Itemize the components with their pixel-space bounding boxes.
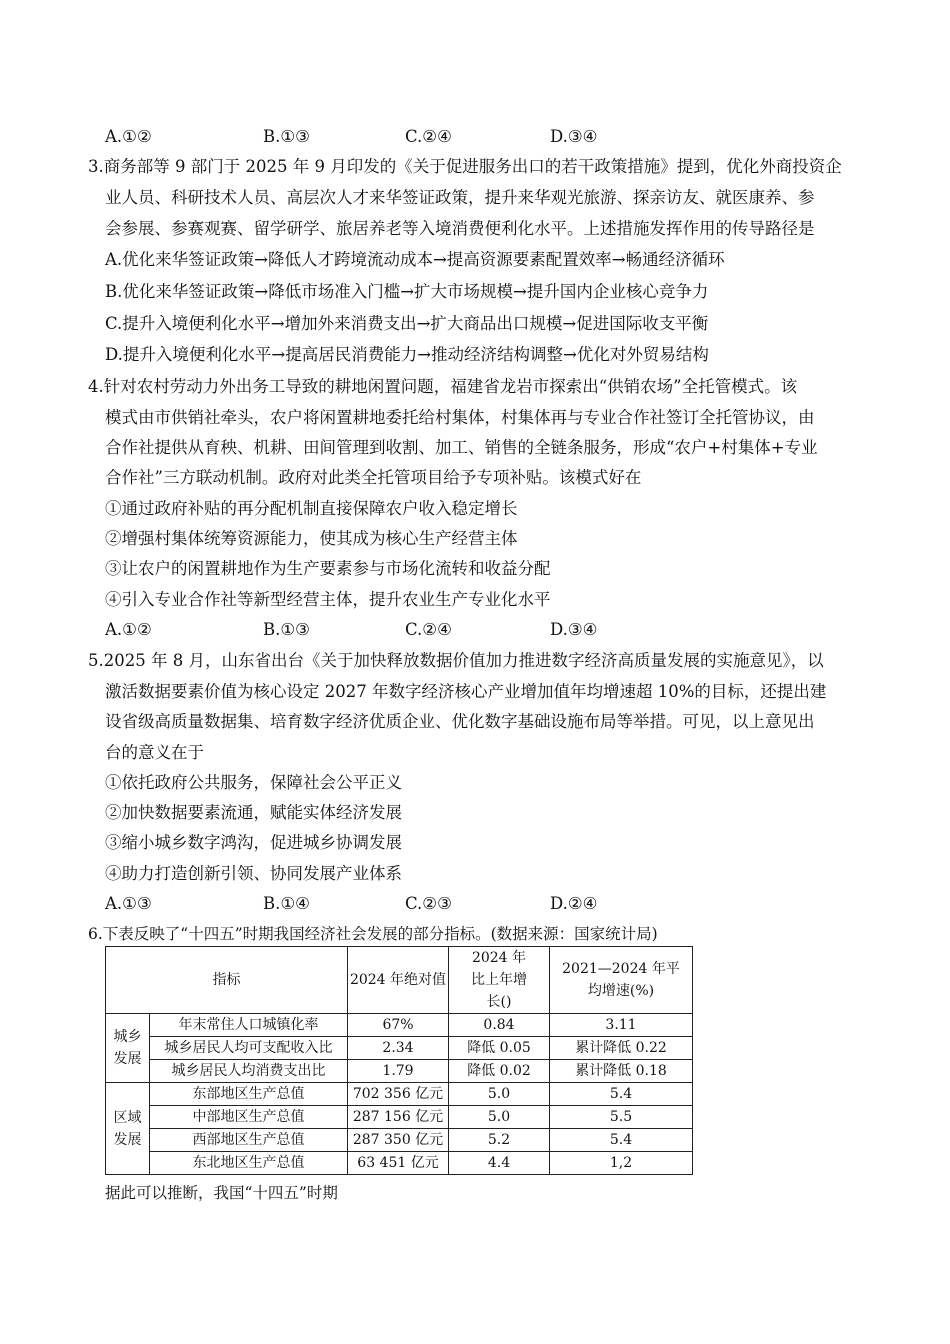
header-yoy-growth: 2024 年比上年增长(): [449, 947, 550, 1014]
cell-absolute: 702 356 亿元: [348, 1083, 449, 1106]
group-urban-rural: 城乡发展: [106, 1014, 150, 1083]
cell-yoy: 降低 0.02: [449, 1060, 550, 1083]
cell-indicator: 东部地区生产总值: [150, 1083, 348, 1106]
q4-stem-line-1: 4.针对农村劳动力外出务工导致的耕地闲置问题，福建省龙岩市探索出“供销农场”全托管模式。该: [88, 377, 798, 396]
q4-item-3: ③让农户的闲置耕地作为生产要素参与市场化流转和收益分配: [105, 559, 551, 578]
table-row: [106, 1106, 693, 1129]
table-row: [106, 1152, 693, 1175]
header-absolute-value: 2024 年绝对值: [348, 947, 449, 1014]
q4-stem-line-3: 合作社提供从育秧、机耕、田间管理到收割、加工、销售的全链条服务，形成“农户+村集体+专业: [105, 438, 818, 457]
cell-avg: 5.4: [550, 1083, 693, 1106]
q4-options: [105, 619, 705, 641]
q2-option-c[interactable]: C.②④: [405, 127, 452, 146]
cell-avg: 5.5: [550, 1106, 693, 1129]
q6-intro: 6.下表反映了“十四五”时期我国经济社会发展的部分指标。(数据来源：国家统计局): [88, 925, 658, 943]
group-regional: 区域发展: [106, 1083, 150, 1175]
cell-yoy: 5.2: [449, 1129, 550, 1152]
cell-yoy: 5.0: [449, 1083, 550, 1106]
q5-option-c[interactable]: C.②③: [405, 894, 452, 913]
table-row: [106, 1129, 693, 1152]
cell-absolute: 63 451 亿元: [348, 1152, 449, 1175]
table-row: [106, 1083, 693, 1106]
q2-option-b[interactable]: B.①③: [263, 127, 310, 146]
cell-indicator: 城乡居民人均可支配收入比: [150, 1037, 348, 1060]
q5-options: [105, 893, 705, 915]
header-indicator: 指标: [106, 947, 348, 1014]
q4-option-b[interactable]: B.①③: [263, 620, 310, 639]
q3-stem-line-1: 3.商务部等 9 部门于 2025 年 9 月印发的《关于促进服务出口的若干政策措施》提到，优化外商投资企: [88, 157, 842, 176]
q5-option-d[interactable]: D.②④: [550, 894, 598, 913]
q5-option-b[interactable]: B.①④: [263, 894, 310, 913]
cell-indicator: 年末常住人口城镇化率: [150, 1014, 348, 1037]
cell-yoy: 4.4: [449, 1152, 550, 1175]
cell-indicator: 中部地区生产总值: [150, 1106, 348, 1129]
q5-option-a[interactable]: A.①③: [105, 894, 152, 913]
q4-option-d[interactable]: D.③④: [550, 620, 598, 639]
q4-item-4: ④引入专业合作社等新型经营主体，提升农业生产专业化水平: [105, 590, 551, 609]
q3-option-d[interactable]: D.提升入境便利化水平→提高居民消费能力→推动经济结构调整→优化对外贸易结构: [105, 345, 709, 364]
cell-absolute: 287 156 亿元: [348, 1106, 449, 1129]
q3-stem-line-3: 会参展、参赛观赛、留学研学、旅居养老等入境消费便利化水平。上述措施发挥作用的传导路径是: [105, 219, 815, 238]
cell-absolute: 2.34: [348, 1037, 449, 1060]
q3-option-a[interactable]: A.优化来华签证政策→降低人才跨境流动成本→提高资源要素配置效率→畅通经济循环: [105, 250, 725, 269]
q3-option-c[interactable]: C.提升入境便利化水平→增加外来消费支出→扩大商品出口规模→促进国际收支平衡: [105, 314, 709, 333]
cell-indicator: 东北地区生产总值: [150, 1152, 348, 1175]
q5-stem-line-2: 激活数据要素价值为核心设定 2027 年数字经济核心产业增加值年均增速超 10%的目标，还提出建: [105, 682, 827, 701]
q4-item-2: ②增强村集体统筹资源能力，使其成为核心生产经营主体: [105, 529, 518, 548]
table-header-row: [106, 947, 693, 1014]
table-row: [106, 1060, 693, 1083]
cell-avg: 累计降低 0.22: [550, 1037, 693, 1060]
table-row: [106, 1037, 693, 1060]
q4-stem-line-4: 合作社”三方联动机制。政府对此类全托管项目给予专项补贴。该模式好在: [105, 468, 642, 487]
table-row: [106, 1014, 693, 1037]
q5-item-2: ②加快数据要素流通，赋能实体经济发展: [105, 803, 402, 822]
cell-indicator: 城乡居民人均消费支出比: [150, 1060, 348, 1083]
q4-option-c[interactable]: C.②④: [405, 620, 452, 639]
q2-option-a[interactable]: A.①②: [105, 127, 152, 146]
q5-item-4: ④助力打造创新引领、协同发展产业体系: [105, 864, 402, 883]
cell-indicator: 西部地区生产总值: [150, 1129, 348, 1152]
cell-yoy: 降低 0.05: [449, 1037, 550, 1060]
q2-option-d[interactable]: D.③④: [550, 127, 598, 146]
q5-stem-line-3: 设省级高质量数据集、培育数字经济优质企业、优化数字基础设施布局等举措。可见，以上意见出: [105, 712, 815, 731]
q3-stem-line-2: 业人员、科研技术人员、高层次人才来华签证政策，提升来华观光旅游、探亲访友、就医康养、参: [105, 188, 815, 207]
cell-avg: 5.4: [550, 1129, 693, 1152]
q6-after-table: 据此可以推断，我国“十四五”时期: [105, 1184, 338, 1202]
q3-option-b[interactable]: B.优化来华签证政策→降低市场准入门槛→扩大市场规模→提升国内企业核心竞争力: [105, 282, 709, 301]
cell-absolute: 67%: [348, 1014, 449, 1037]
cell-avg: 累计降低 0.18: [550, 1060, 693, 1083]
q4-item-1: ①通过政府补贴的再分配机制直接保障农户收入稳定增长: [105, 499, 518, 518]
cell-absolute: 1.79: [348, 1060, 449, 1083]
q2-options: [105, 126, 705, 148]
cell-absolute: 287 350 亿元: [348, 1129, 449, 1152]
q4-option-a[interactable]: A.①②: [105, 620, 152, 639]
q5-stem-line-1: 5.2025 年 8 月，山东省出台《关于加快释放数据价值加力推进数字经济高质量发展的实施意见》，以: [88, 651, 824, 670]
cell-avg: 1,2: [550, 1152, 693, 1175]
q4-stem-line-2: 模式由市供销社牵头，农户将闲置耕地委托给村集体，村集体再与专业合作社签订全托管协议，由: [105, 408, 815, 427]
header-avg-growth: 2021—2024 年平均增速(%): [550, 947, 693, 1014]
q5-stem-line-4: 台的意义在于: [105, 743, 204, 762]
cell-yoy: 5.0: [449, 1106, 550, 1129]
q6-indicator-table: [105, 946, 693, 1175]
cell-yoy: 0.84: [449, 1014, 550, 1037]
q5-item-3: ③缩小城乡数字鸿沟，促进城乡协调发展: [105, 833, 402, 852]
cell-avg: 3.11: [550, 1014, 693, 1037]
q5-item-1: ①依托政府公共服务，保障社会公平正义: [105, 773, 402, 792]
